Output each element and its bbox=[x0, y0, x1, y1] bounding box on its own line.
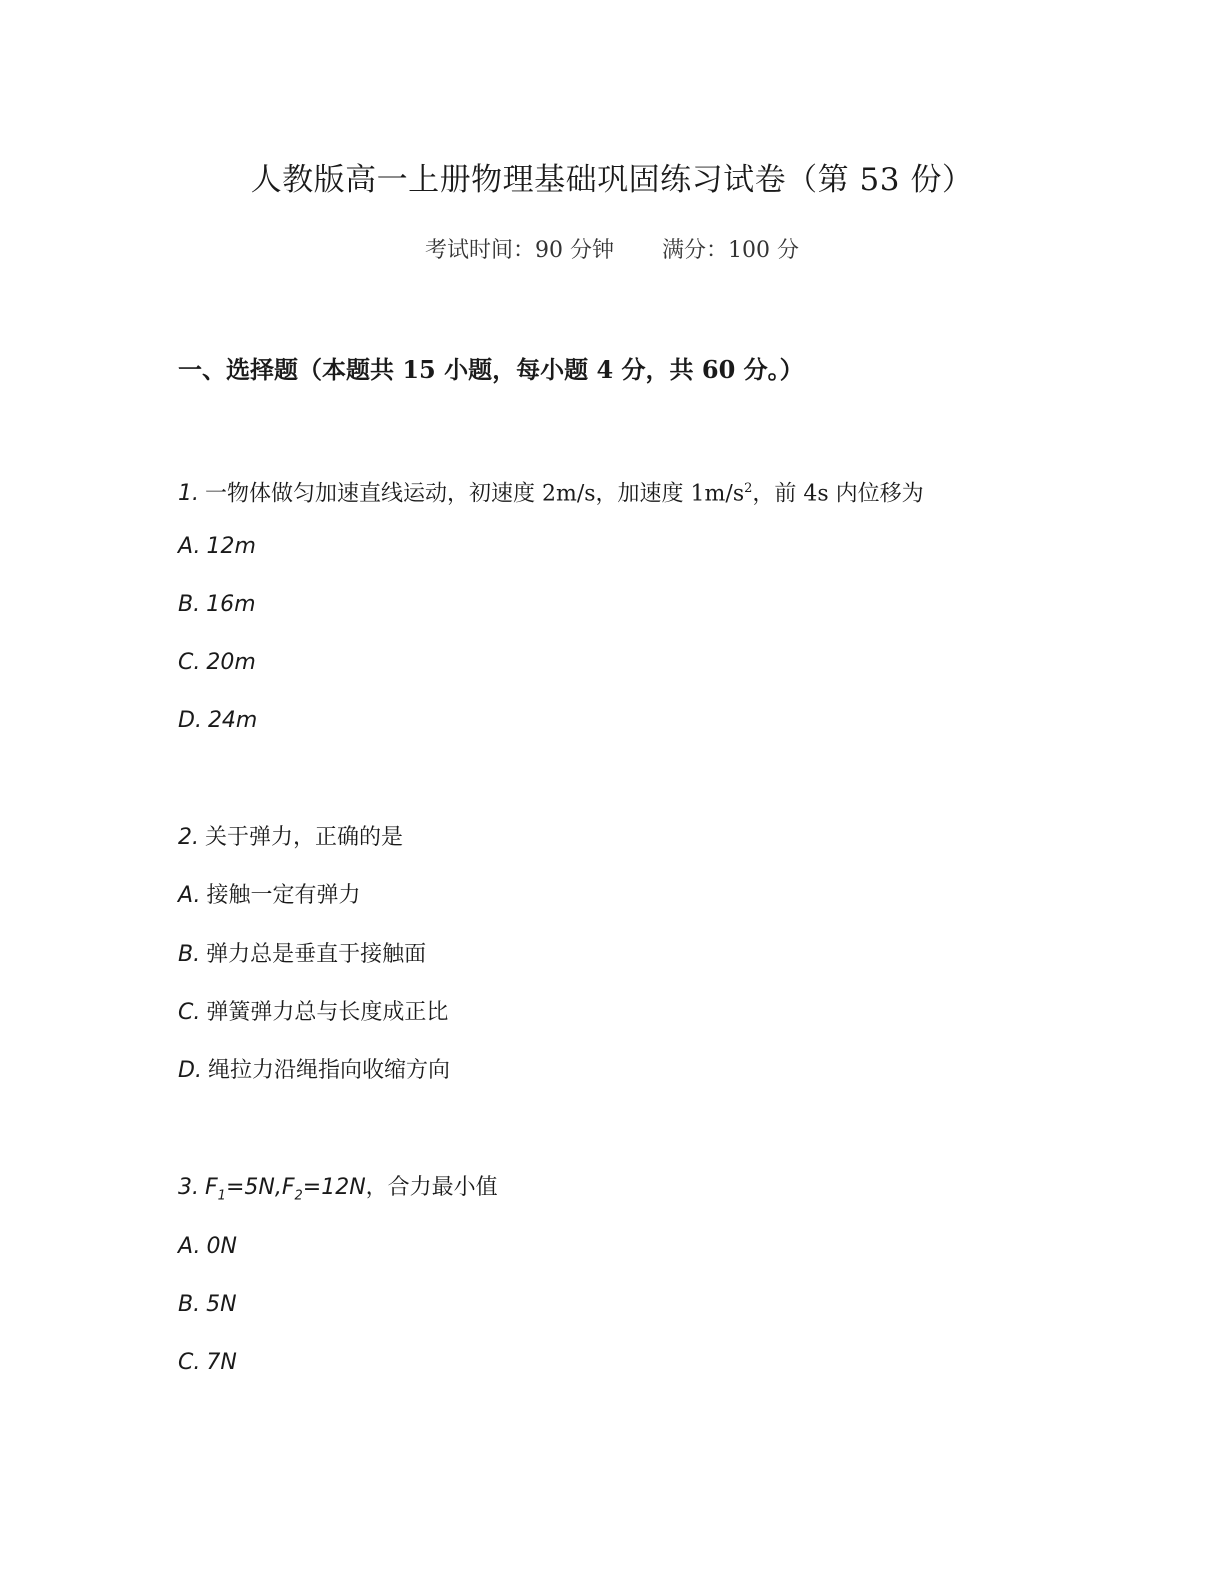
option-text: 12m bbox=[206, 534, 256, 559]
subscript: 2 bbox=[294, 1188, 303, 1204]
option-text: 接触一定有弹力 bbox=[206, 883, 361, 908]
document-title: 人教版高一上册物理基础巩固练习试卷（第 53 份） bbox=[250, 162, 974, 198]
question-2-option-b bbox=[178, 940, 426, 970]
question-number: 2. bbox=[178, 825, 199, 850]
option-text: 20m bbox=[206, 650, 256, 675]
option-letter: A. bbox=[178, 883, 201, 908]
question-2-option-a bbox=[178, 881, 360, 911]
question-2-option-c bbox=[178, 998, 448, 1028]
option-text: 弹力总是垂直于接触面 bbox=[206, 942, 427, 967]
question-1-option-b bbox=[178, 590, 256, 620]
option-letter: C. bbox=[178, 650, 201, 675]
question-1-option-d bbox=[178, 706, 257, 736]
option-letter: C. bbox=[178, 1000, 201, 1025]
question-3-option-c bbox=[178, 1348, 237, 1378]
option-text: 24m bbox=[207, 708, 258, 733]
section-heading: 一、选择题（本题共 15 小题，每小题 4 分，共 60 分。） bbox=[178, 355, 804, 384]
question-stem-text: 一物体做匀加速直线运动，初速度 2m/s，加速度 1m/s bbox=[205, 481, 745, 507]
question-number: 3. bbox=[178, 1175, 199, 1200]
question-number: 1. bbox=[178, 481, 199, 507]
exam-time: 考试时间：90 分钟 bbox=[425, 238, 614, 263]
option-letter: A. bbox=[178, 1234, 201, 1259]
question-1-option-c bbox=[178, 648, 256, 678]
question-stem-text: ，合力最小值 bbox=[365, 1175, 498, 1200]
question-3-option-b bbox=[178, 1290, 237, 1320]
option-letter: D. bbox=[178, 708, 202, 733]
question-stem-text: ，前 4s 内位移为 bbox=[752, 481, 924, 507]
option-text: 16m bbox=[206, 592, 256, 617]
question-3-stem bbox=[178, 1173, 498, 1211]
option-letter: B. bbox=[178, 1292, 201, 1317]
option-letter: A. bbox=[178, 534, 201, 559]
exam-meta bbox=[0, 236, 1224, 266]
question-stem-text: =12N bbox=[302, 1175, 366, 1200]
question-1-stem bbox=[178, 474, 924, 509]
exam-full-score: 满分：100 分 bbox=[662, 238, 799, 263]
option-text: 绳拉力沿绳指向收缩方向 bbox=[207, 1058, 450, 1083]
option-letter: B. bbox=[178, 942, 201, 967]
option-text: 7N bbox=[206, 1350, 237, 1375]
question-2-stem bbox=[178, 823, 403, 853]
option-letter: C. bbox=[178, 1350, 201, 1375]
option-letter: D. bbox=[178, 1058, 202, 1083]
question-stem-text: =5N,F bbox=[225, 1175, 295, 1200]
option-text: 弹簧弹力总与长度成正比 bbox=[206, 1000, 449, 1025]
subscript: 1 bbox=[217, 1188, 226, 1204]
option-text: 5N bbox=[206, 1292, 237, 1317]
question-1-option-a bbox=[178, 532, 256, 562]
superscript: 2 bbox=[744, 481, 753, 496]
option-letter: B. bbox=[178, 592, 201, 617]
question-stem-text: F bbox=[205, 1175, 218, 1200]
question-2-option-d bbox=[178, 1056, 450, 1086]
question-3-option-a bbox=[178, 1232, 237, 1262]
option-text: 0N bbox=[206, 1234, 237, 1259]
question-stem-text: 关于弹力，正确的是 bbox=[205, 825, 404, 850]
